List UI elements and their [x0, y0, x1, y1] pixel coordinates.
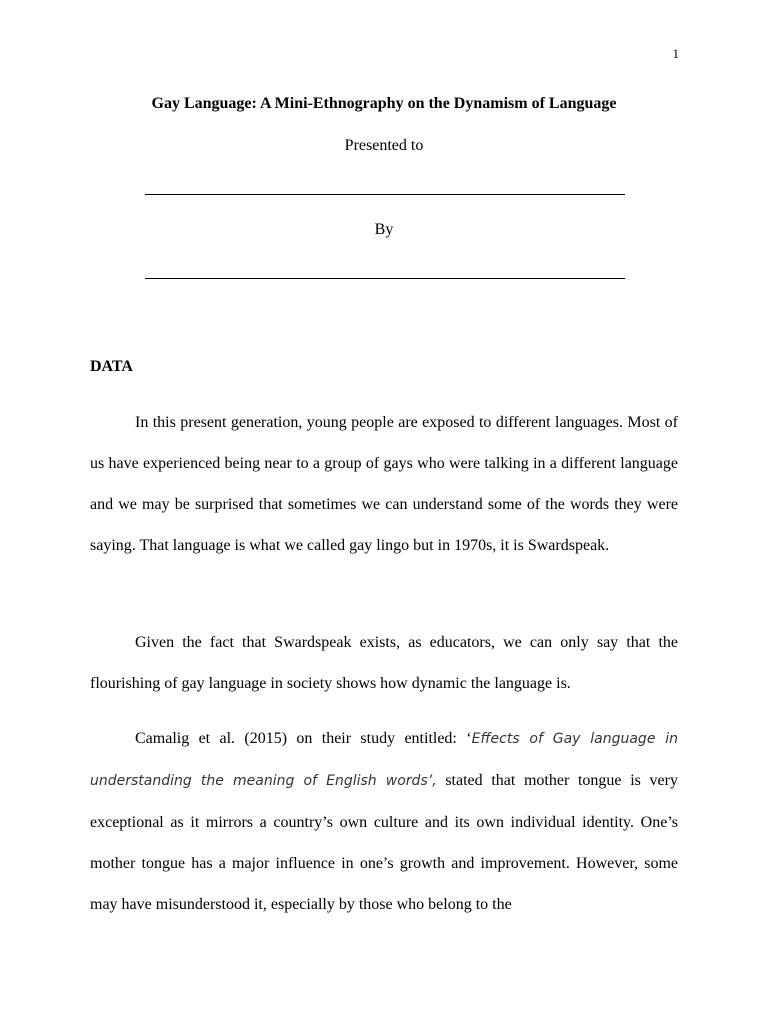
paragraph-2-text: Given the fact that Swardspeak exists, as educators, we can only say that the flourishing of gay language in society shows how dynamic the language is.	[90, 634, 678, 692]
paragraph-3	[90, 718, 678, 925]
paragraph-3-rest: stated that mother tongue is very exceptional as it mirrors a country’s own culture and its own individual identity. One’s mother tongue has a major influence in one’s growth and improvement. However, some may have misunderstood it, especially by those who belong to the	[90, 772, 678, 913]
section-heading: DATA	[90, 358, 133, 375]
page-number: 1	[672, 46, 679, 61]
author-signature-line	[145, 278, 625, 279]
by-label: By	[374, 221, 394, 238]
presented-to-label: Presented to	[344, 137, 424, 154]
paragraph-3-lead: Camalig et al. (2015) on their study entitled: ‘	[135, 730, 472, 747]
paragraph-1-text: In this present generation, young people are exposed to different languages. Most of us have experienced being near to a group of gays who were talking in a different language and we may be surprised that sometimes we can understand some of the words they were saying. That language is what we called gay lingo but in 1970s, it is Swardspeak.	[90, 414, 678, 554]
paragraph-1	[90, 402, 678, 566]
document-title: Gay Language: A Mini-Ethnography on the Dynamism of Language	[151, 95, 617, 112]
paragraph-2	[90, 622, 678, 704]
paragraph-3-text	[90, 718, 678, 925]
recipient-signature-line	[145, 194, 625, 195]
study-title-citation: Effects of Gay language in understanding the meaning of English words’,	[90, 731, 678, 789]
